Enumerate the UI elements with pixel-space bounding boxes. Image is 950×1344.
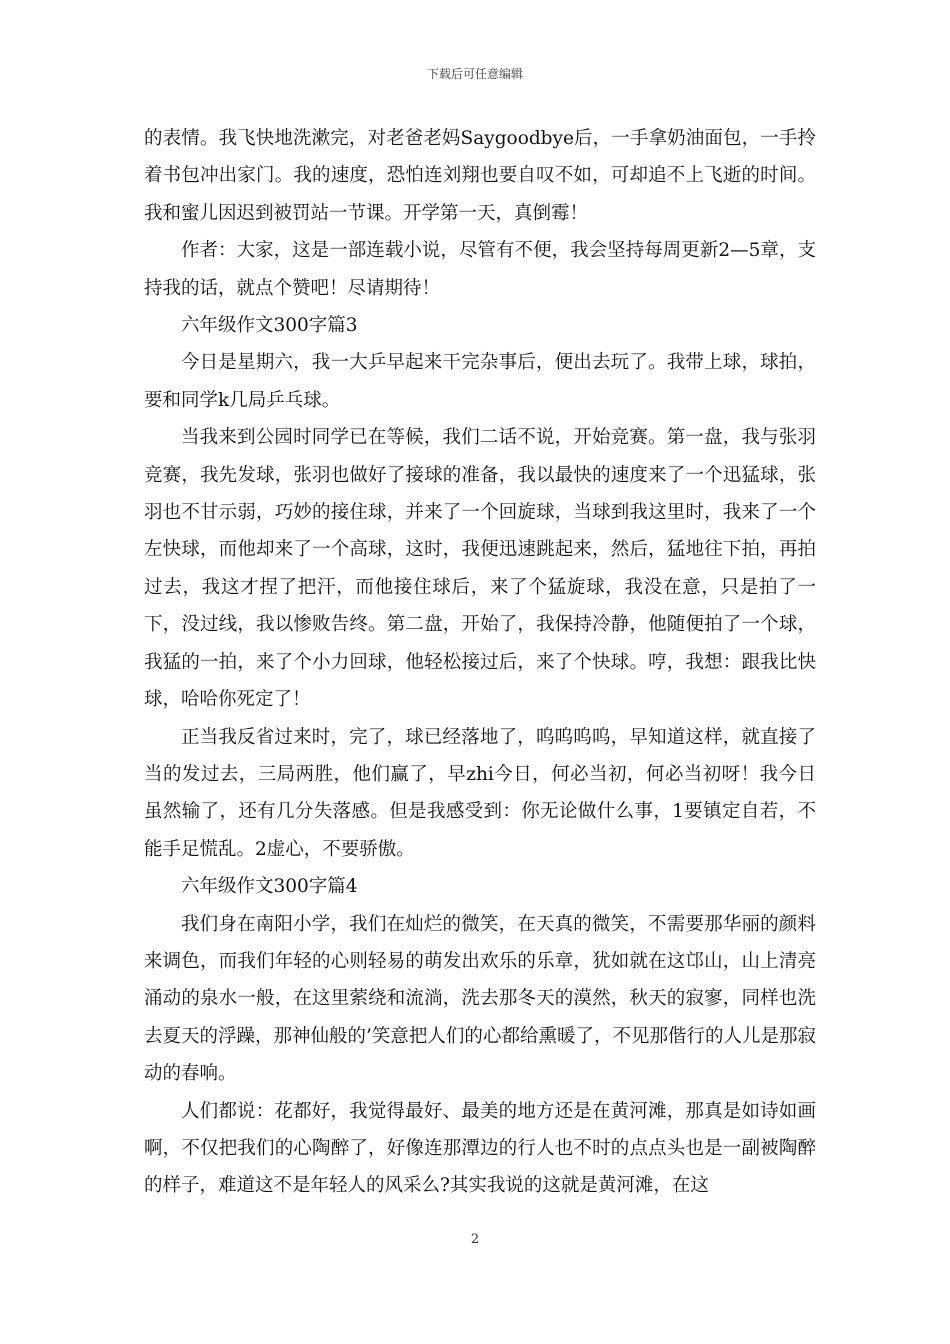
section-heading: 六年级作文300字篇4 (181, 876, 358, 898)
paragraph: 当我来到公园时同学已在等候，我们二话不说，开始竞赛。第一盘，我与张羽竞赛，我先发球，张羽也做好了接球的准备，我以最快的速度来了一个迅猛球，张羽也不甘示弱，巧妙的接住球，并来了一个回旋球，当球到我这里时，我来了一个左快球，而他却来了一个高球，这时，我便迅速跳起来，然后，猛地往下拍，再拍过去，我这才捏了把汗，而他接住球后，来了个猛旋球，我没在意，只是拍了一下，没过线，我以惨败告终。第二盘，开始了，我保持冷静，他随便拍了一个球，我猛的一拍，来了个小力回球，他轻松接过后，来了个快球。哼，我想：跟我比快球，哈哈你死定了！ (144, 427, 816, 711)
document-body (144, 120, 816, 1205)
page-number: 2 (470, 1232, 480, 1247)
paragraph: 今日是星期六，我一大乒早起来干完杂事后，便出去玩了。我带上球，球拍，要和同学k几局乒乓球。 (144, 352, 816, 411)
paragraph: 作者：大家，这是一部连载小说，尽管有不便，我会坚持每周更新2—5章，支持我的话，就点个赞吧！尽请期待！ (144, 240, 816, 299)
section-heading: 六年级作文300字篇3 (181, 315, 358, 337)
paragraph: 的表情。我飞快地洗漱完，对老爸老妈Saygoodbye后，一手拿奶油面包，一手拎着书包冲出家门。我的速度，恐怕连刘翔也要自叹不如，可却追不上飞逝的时间。我和蜜儿因迟到被罚站一节课。开学第一天，真倒霉！ (144, 128, 816, 224)
paragraph: 正当我反省过来时，完了，球已经落地了，呜呜呜呜，早知道这样，就直接了当的发过去，三局两胜，他们赢了，早zhi今日，何必当初，何必当初呀！我今日虽然输了，还有几分失落感。但是我感受到：你无论做什么事，1要镇定自若，不能手足慌乱。2虚心，不要骄傲。 (144, 726, 816, 860)
page-header: 下载后可任意编辑 (426, 67, 523, 81)
paragraph: 人们都说：花都好，我觉得最好、最美的地方还是在黄河滩，那真是如诗如画啊，不仅把我们的心陶醉了，好像连那潭边的行人也不时的点点头也是一副被陶醉的样子，难道这不是年轻人的风采么?其实我说的这就是黄河滩，在这 (144, 1100, 816, 1197)
paragraph: 我们身在南阳小学，我们在灿烂的微笑，在天真的微笑，不需要那华丽的颜料来调色，而我们年轻的心则轻易的萌发出欢乐的乐章，犹如就在这邙山，山上清亮涌动的泉水一般，在这里萦绕和流淌，洗去那冬天的漠然，秋天的寂寥，同样也洗去夏天的浮躁，那神仙般的’笑意把人们的心都给熏暖了，不见那偕行的人儿是那寂动的春响。 (144, 913, 816, 1085)
